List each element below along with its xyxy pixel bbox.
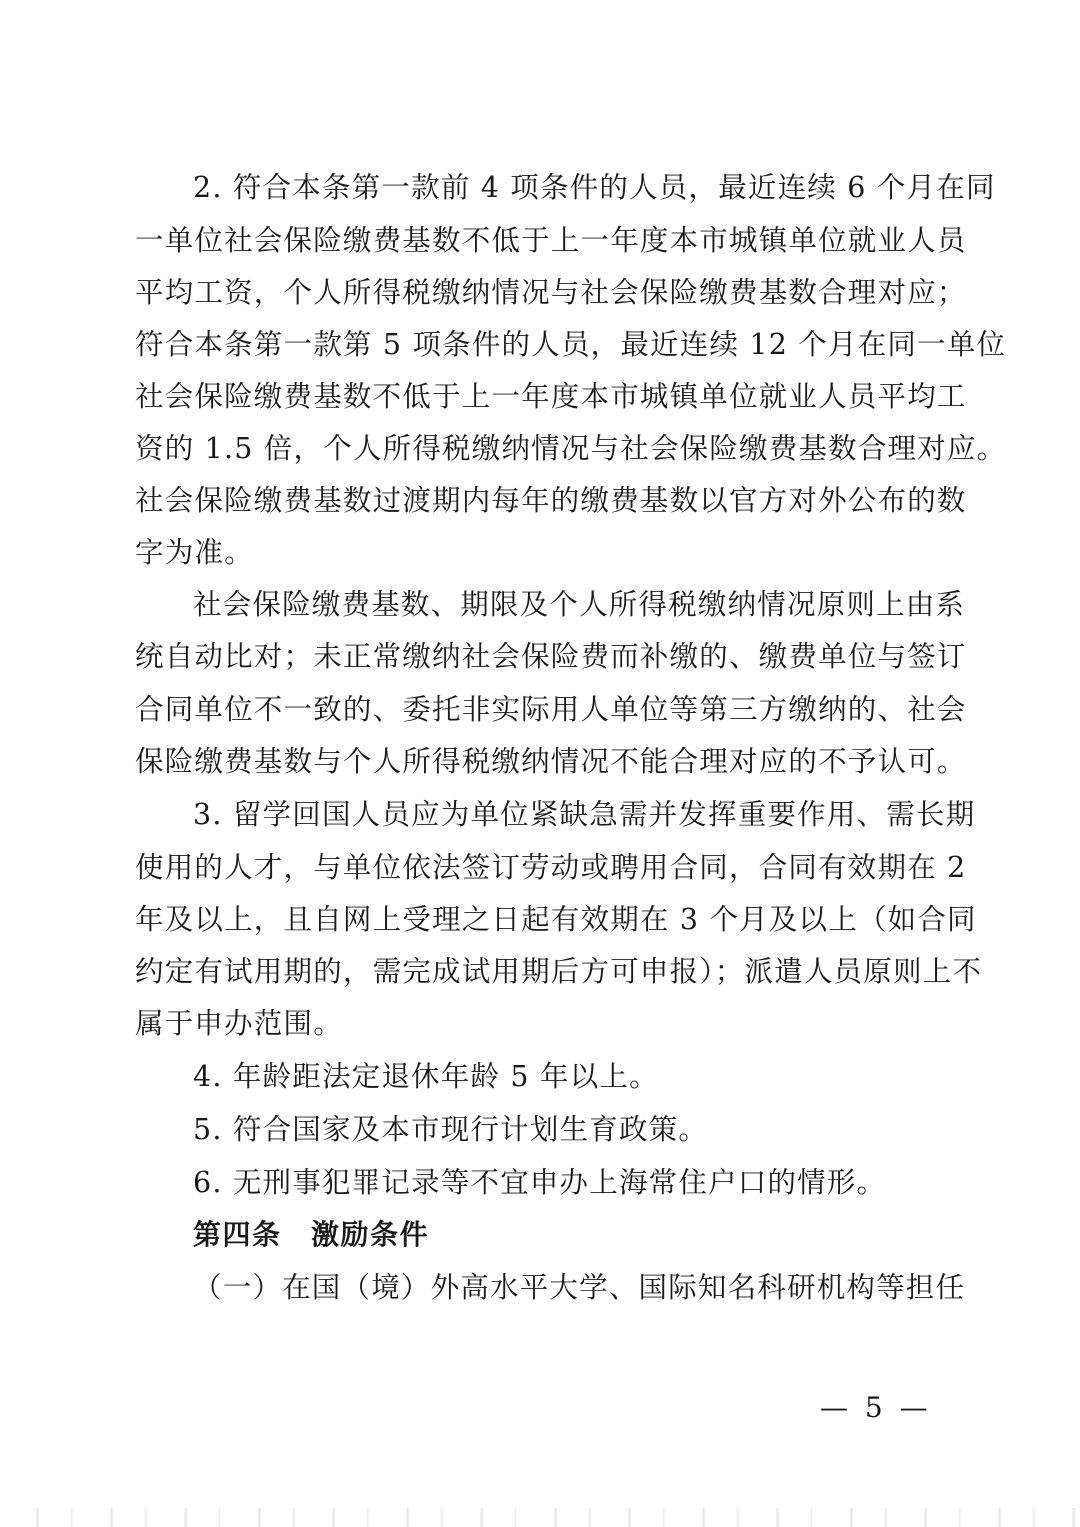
- page-number: — 5 —: [820, 1391, 932, 1424]
- article-4-heading: 第四条 激励条件: [193, 1218, 430, 1251]
- paragraph-4: 4. 年龄距法定退休年龄 5 年以上。: [193, 1060, 659, 1093]
- paragraph-2-line-8: 字为准。: [135, 536, 254, 569]
- paragraph-verification-line-2: 统自动比对；未正常缴纳社会保险费而补缴的、缴费单位与签订: [135, 640, 967, 673]
- paragraph-5: 5. 符合国家及本市现行计划生育政策。: [193, 1113, 709, 1146]
- paragraph-3-line-3: 年及以上，且自网上受理之日起有效期在 3 个月及以上（如合同: [135, 903, 977, 936]
- paragraph-3-line-2: 使用的人才，与单位依法签订劳动或聘用合同，合同有效期在 2: [135, 851, 967, 884]
- paragraph-2-line-2: 一单位社会保险缴费基数不低于上一年度本市城镇单位就业人员: [135, 224, 967, 257]
- paragraph-verification-line-1: 社会保险缴费基数、期限及个人所得税缴纳情况原则上由系: [193, 588, 966, 621]
- paragraph-2-line-3: 平均工资，个人所得税缴纳情况与社会保险缴费基数合理对应；: [135, 276, 967, 309]
- paragraph-3-line-4: 约定有试用期的，需完成试用期后方可申报）；派遣人员原则上不: [135, 955, 983, 988]
- paragraph-verification-line-3: 合同单位不一致的、委托非实际用人单位等第三方缴纳的、社会: [135, 693, 967, 726]
- paragraph-6: 6. 无刑事犯罪记录等不宜申办上海常住户口的情形。: [193, 1166, 887, 1199]
- paragraph-verification-line-4: 保险缴费基数与个人所得税缴纳情况不能合理对应的不予认可。: [135, 745, 967, 778]
- article-4-item-1-line-1: （一）在国（境）外高水平大学、国际知名科研机构等担任: [193, 1271, 966, 1304]
- paragraph-2-line-5: 社会保险缴费基数不低于上一年度本市城镇单位就业人员平均工: [135, 380, 967, 413]
- paragraph-2-line-7: 社会保险缴费基数过渡期内每年的缴费基数以官方对外公布的数: [135, 484, 967, 517]
- paragraph-3-line-5: 属于申办范围。: [135, 1007, 343, 1040]
- paragraph-3-line-1: 3. 留学回国人员应为单位紧缺急需并发挥重要作用、需长期: [193, 798, 976, 831]
- scan-edge-artifact: [0, 1508, 1080, 1527]
- paragraph-2-line-6: 资的 1.5 倍，个人所得税缴纳情况与社会保险缴费基数合理对应。: [135, 432, 1007, 465]
- paragraph-2-line-4: 符合本条第一款第 5 项条件的人员，最近连续 12 个月在同一单位: [135, 328, 1007, 361]
- paragraph-2-line-1: 2. 符合本条第一款前 4 项条件的人员，最近连续 6 个月在同: [193, 171, 996, 204]
